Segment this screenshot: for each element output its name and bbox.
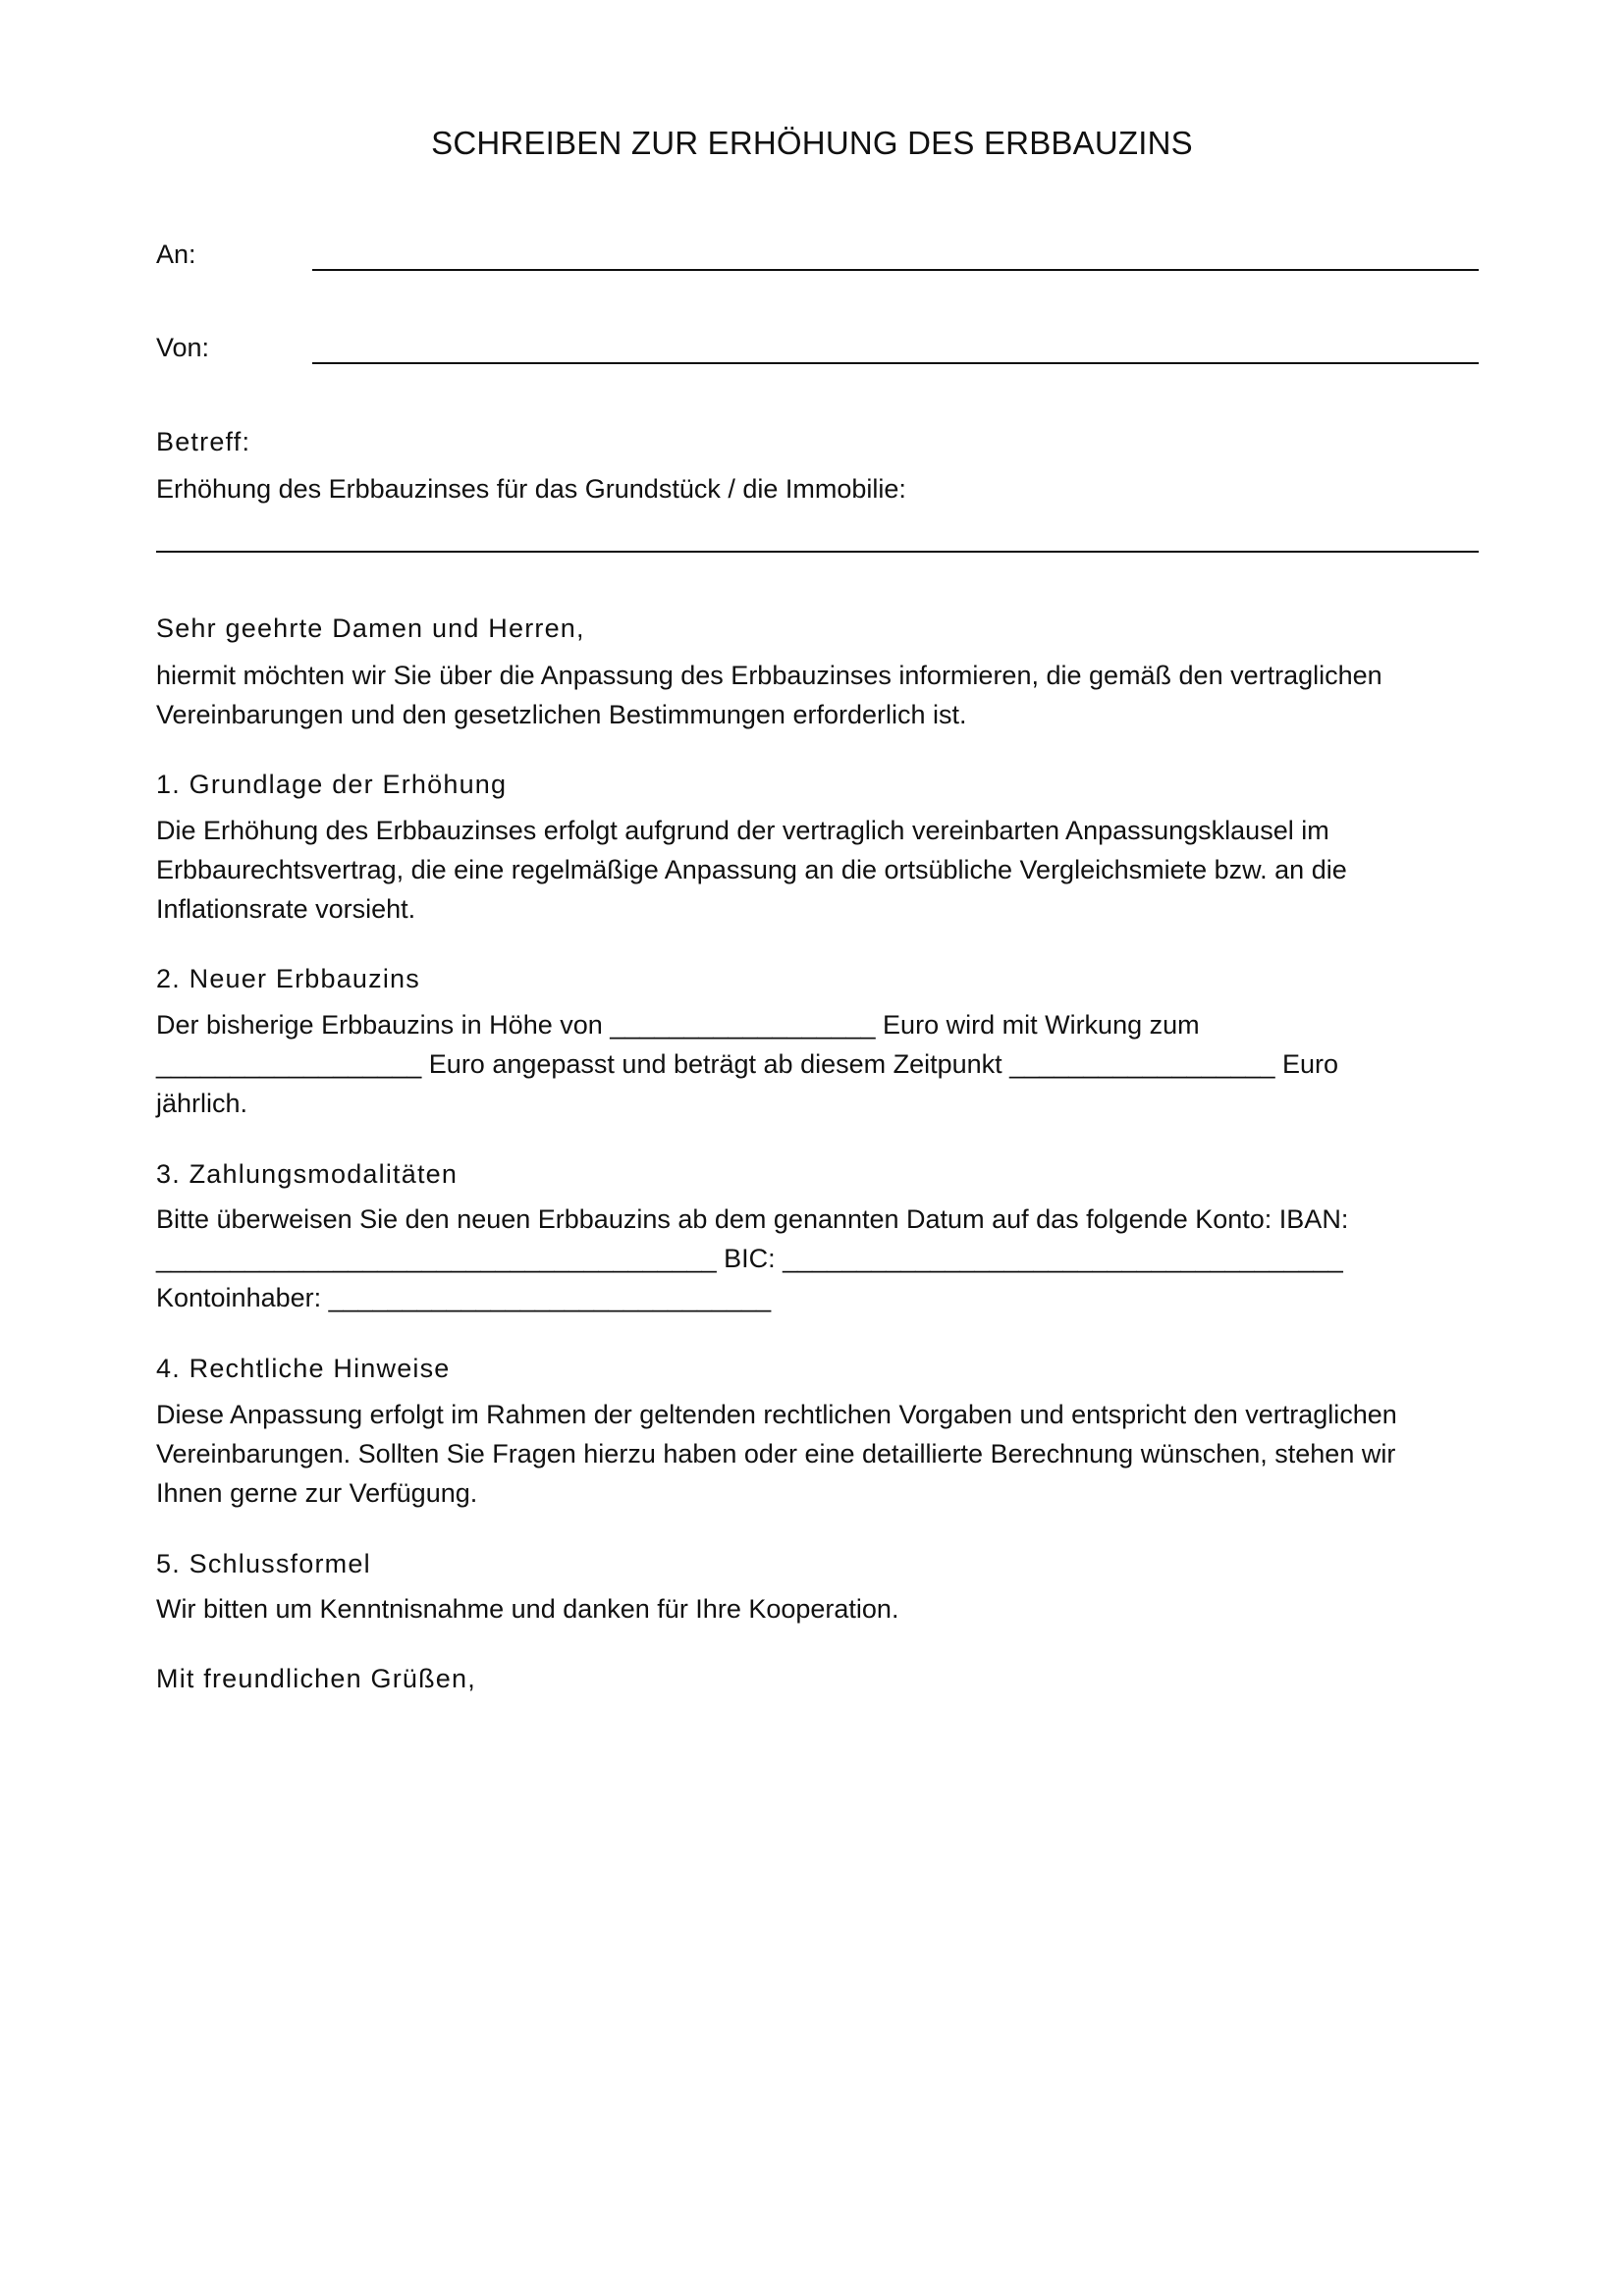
section-2-line: __________________ Euro angepasst und beträgt ab diesem Zeitpunkt __________________ Euro xyxy=(156,1049,1338,1079)
section-2-body xyxy=(156,1005,1479,1123)
section-5-line: Wir bitten um Kenntnisnahme und danken für Ihre Kooperation. xyxy=(156,1594,899,1624)
document-title: SCHREIBEN ZUR ERHÖHUNG DES ERBBAUZINS xyxy=(431,125,1193,161)
section-3-line: Bitte überweisen Sie den neuen Erbbauzins ab dem genannten Datum auf das folgende Konto: IBAN: xyxy=(156,1204,1349,1234)
intro-paragraph xyxy=(156,656,1479,734)
recipient-line[interactable] xyxy=(312,269,1479,271)
salutation: Sehr geehrte Damen und Herren, xyxy=(156,614,585,643)
section-1-line: Erbbaurechtsvertrag, die eine regelmäßige Anpassung an die ortsübliche Vergleichsmiete bzw. an die xyxy=(156,855,1347,884)
intro-line: Vereinbarungen und den gesetzlichen Bestimmungen erforderlich ist. xyxy=(156,700,967,729)
subject-text: Erhöhung des Erbbauzinses für das Grundstück / die Immobilie: xyxy=(156,474,906,504)
section-3-line: ______________________________________ BIC: ______________________________________ xyxy=(156,1244,1343,1273)
section-2-line: jährlich. xyxy=(156,1089,248,1118)
section-5-body xyxy=(156,1589,1479,1629)
section-4-line: Diese Anpassung erfolgt im Rahmen der geltenden rechtlichen Vorgaben und entspricht den vertraglichen xyxy=(156,1400,1397,1429)
section-2-heading: 2. Neuer Erbbauzins xyxy=(156,964,420,993)
subject-label: Betreff: xyxy=(156,427,251,456)
section-1-body xyxy=(156,811,1479,929)
intro-line: hiermit möchten wir Sie über die Anpassung des Erbbauzinses informieren, die gemäß den vertraglichen xyxy=(156,661,1382,690)
section-1-line: Die Erhöhung des Erbbauzinses erfolgt aufgrund der vertraglich vereinbarten Anpassungsklausel im xyxy=(156,816,1329,845)
section-5-heading: 5. Schlussformel xyxy=(156,1549,371,1578)
section-3-line: Kontoinhaber: ______________________________ xyxy=(156,1283,772,1312)
section-4-line: Vereinbarungen. Sollten Sie Fragen hierzu haben oder eine detaillierte Berechnung wünschen, stehen wir xyxy=(156,1439,1396,1468)
subject-property-line[interactable] xyxy=(156,551,1479,553)
sender-label: Von: xyxy=(156,333,210,362)
closing-formula: Mit freundlichen Grüßen, xyxy=(156,1664,476,1693)
section-4-body xyxy=(156,1395,1479,1513)
section-2-line: Der bisherige Erbbauzins in Höhe von __________________ Euro wird mit Wirkung zum xyxy=(156,1010,1200,1040)
section-4-line: Ihnen gerne zur Verfügung. xyxy=(156,1478,478,1508)
section-3-heading: 3. Zahlungsmodalitäten xyxy=(156,1159,459,1189)
recipient-label: An: xyxy=(156,240,196,269)
section-1-line: Inflationsrate vorsieht. xyxy=(156,894,416,924)
section-4-heading: 4. Rechtliche Hinweise xyxy=(156,1354,451,1383)
sender-line[interactable] xyxy=(312,362,1479,364)
section-3-body xyxy=(156,1200,1479,1317)
section-1-heading: 1. Grundlage der Erhöhung xyxy=(156,770,508,799)
